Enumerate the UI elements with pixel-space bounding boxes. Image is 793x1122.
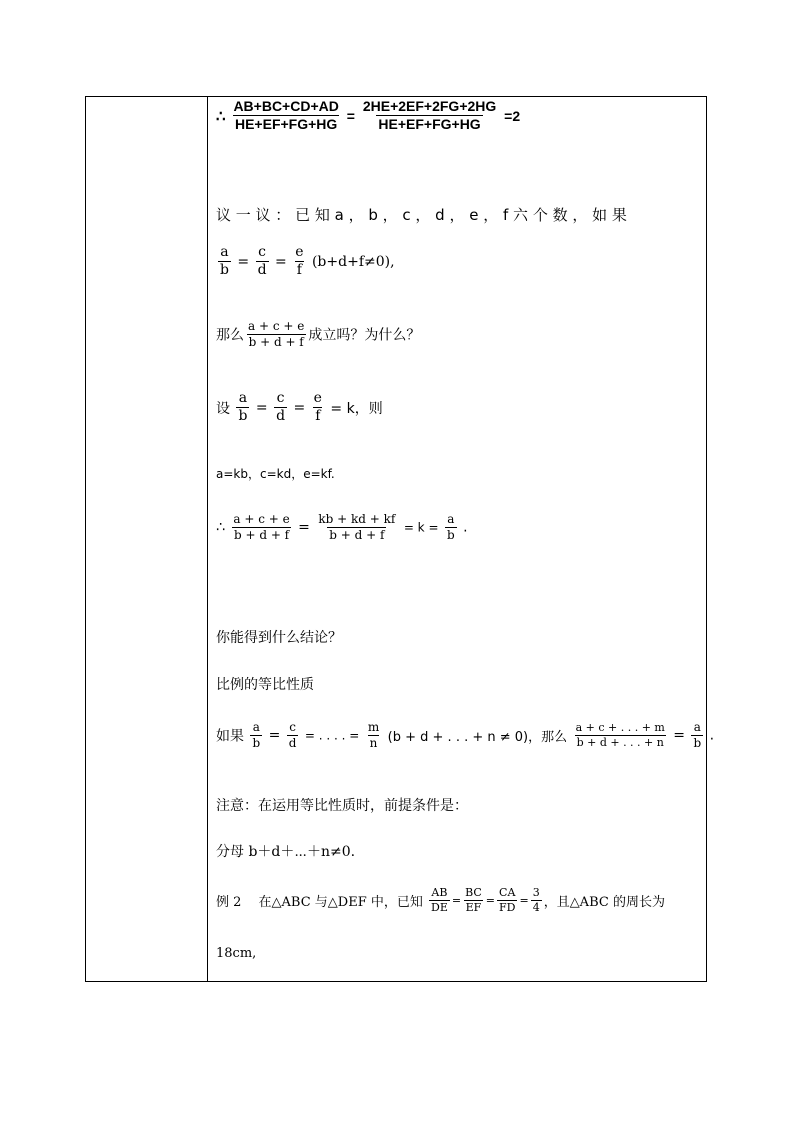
- example-suffix: ，且△ABC 的周长为: [543, 895, 665, 911]
- therefore-symbol: ∴: [216, 519, 225, 536]
- fraction-numerator: BC: [465, 886, 482, 899]
- fraction-m-n: [366, 721, 381, 750]
- fraction-a-b: [445, 513, 457, 542]
- ellipsis-equals: = . . . . =: [304, 728, 360, 743]
- fraction-a-b: [236, 391, 249, 425]
- fraction-c-d: [287, 721, 299, 750]
- fraction-bc-ef: [463, 887, 484, 914]
- period: .: [463, 519, 468, 536]
- fraction-numerator: 2HE+2EF+2FG+2HG: [362, 98, 497, 114]
- question-prefix: 那么: [216, 327, 244, 344]
- fraction-denominator: n: [369, 736, 378, 751]
- fraction-denominator: b: [446, 528, 455, 543]
- fraction-denominator: EF: [465, 901, 482, 915]
- set-k-line: [216, 391, 383, 425]
- left-column-cell: [86, 97, 208, 981]
- equals-sign: =: [673, 727, 686, 744]
- fraction-numerator: AB: [431, 886, 448, 899]
- equals-sign: =: [293, 399, 306, 416]
- note-text: 注意：在运用等比性质时，前提条件是：: [216, 798, 468, 814]
- equals-sign: =: [519, 894, 529, 908]
- fraction-denominator: FD: [499, 901, 516, 915]
- fraction-doubled-ratio: [361, 99, 498, 133]
- fraction-numerator: a + c + e: [233, 512, 290, 526]
- equals-sign: =: [255, 399, 268, 416]
- fraction-a-b: [218, 245, 231, 279]
- example-prefix: 例 2 在△ABC 与△DEF 中，已知: [216, 895, 423, 911]
- fraction-3-4: [531, 887, 542, 914]
- set-prefix: 设: [216, 400, 230, 417]
- fraction-denominator: b: [252, 736, 261, 751]
- equals-sign: =: [451, 894, 462, 908]
- fraction-denominator: d: [257, 262, 267, 279]
- fraction-a-b: [691, 721, 703, 750]
- fraction-numerator: a: [447, 512, 455, 526]
- fraction-sum-ratio: [246, 320, 306, 349]
- fraction-ca-fd: [497, 887, 517, 914]
- conclusion-question: 你能得到什么结论？: [216, 630, 342, 646]
- fraction-numerator: c: [258, 244, 267, 260]
- k-substitution-line: a=kb，c=kd，e=kf.: [216, 467, 335, 481]
- fraction-e-f: [293, 245, 305, 279]
- fraction-denominator: b: [220, 262, 229, 279]
- nonzero-condition: (b+d+f≠0),: [311, 253, 395, 270]
- fraction-denominator: DE: [431, 901, 448, 915]
- fraction-numerator: c: [289, 720, 296, 734]
- ratio-sum-equation: [216, 99, 520, 133]
- fraction-numerator: m: [367, 720, 380, 734]
- therefore-symbol: ∴: [216, 107, 226, 125]
- fraction-e-f: [312, 391, 324, 425]
- fraction-general-sum: [574, 722, 667, 749]
- fraction-numerator: a: [220, 244, 229, 260]
- fraction-numerator: kb + kd + kf: [318, 512, 396, 526]
- fraction-numerator: e: [295, 244, 304, 260]
- example-2-line-2: 18cm,: [216, 946, 257, 961]
- fraction-sum-ratio: [231, 513, 291, 542]
- fraction-numerator: a: [252, 720, 260, 734]
- equals-sign: =: [275, 253, 287, 270]
- fraction-denominator: f: [296, 262, 302, 279]
- fraction-denominator: HE+EF+FG+HG: [378, 116, 481, 133]
- equals-k: = k =: [403, 520, 439, 535]
- equals-sign: =: [298, 519, 310, 536]
- fraction-numerator: AB+BC+CD+AD: [233, 98, 339, 114]
- fraction-c-d: [274, 391, 287, 425]
- fraction-numerator: c: [276, 390, 285, 406]
- fraction-numerator: e: [313, 390, 322, 406]
- discussion-text: 议 一 议 ： 已 知 a ， b ， c ， d ， e ， f 六 个 数 ， 如 果: [216, 206, 627, 224]
- content-cell: [208, 97, 715, 981]
- property-prefix: 如果: [216, 728, 244, 745]
- set-suffix: = k，则: [330, 400, 383, 417]
- period: .: [709, 727, 715, 744]
- fraction-denominator: 4: [532, 901, 540, 915]
- fraction-numerator: a: [693, 720, 701, 734]
- fraction-denominator: d: [276, 408, 286, 425]
- given-ratio-equation: [216, 245, 395, 279]
- fraction-denominator: HE+EF+FG+HG: [234, 116, 338, 133]
- fraction-numerator: a + c + e: [248, 319, 305, 333]
- fraction-denominator: b: [693, 736, 702, 751]
- equal-ratio-property: [216, 721, 714, 750]
- fraction-denominator: f: [315, 408, 321, 425]
- fraction-numerator: a + c + . . . + m: [575, 721, 665, 735]
- equals-sign: =: [346, 107, 355, 124]
- nonzero-condition: (b + d + . . . + n ≠ 0)，那么: [387, 730, 568, 746]
- property-title: 比例的等比性质: [216, 677, 314, 693]
- fraction-numerator: a: [238, 390, 248, 406]
- fraction-ab-de: [429, 887, 450, 914]
- question-line: [216, 320, 420, 349]
- lesson-table: [85, 96, 715, 982]
- example-2: [216, 887, 665, 914]
- fraction-numerator: 3: [532, 886, 540, 899]
- fraction-numerator: CA: [499, 886, 516, 899]
- fraction-denominator: b + d + f: [329, 528, 385, 543]
- fraction-perimeter-ratio: [231, 99, 340, 133]
- equation-result: =2: [504, 107, 521, 124]
- question-suffix: 成立吗？为什么？: [308, 327, 421, 344]
- derivation-equation: [216, 513, 468, 542]
- fraction-denominator: d: [288, 736, 297, 751]
- fraction-k-substituted: [316, 513, 397, 542]
- equals-sign: =: [485, 894, 496, 908]
- fraction-c-d: [256, 245, 269, 279]
- fraction-denominator: b + d + f: [248, 335, 304, 350]
- fraction-denominator: b + d + . . . + n: [576, 736, 664, 750]
- denominator-condition: 分母 b＋d＋⋯＋n≠0.: [216, 844, 356, 860]
- equals-sign: =: [268, 727, 281, 744]
- fraction-denominator: b: [238, 408, 248, 425]
- equals-sign: =: [237, 253, 250, 270]
- fraction-denominator: b + d + f: [233, 528, 290, 543]
- fraction-a-b: [250, 721, 262, 750]
